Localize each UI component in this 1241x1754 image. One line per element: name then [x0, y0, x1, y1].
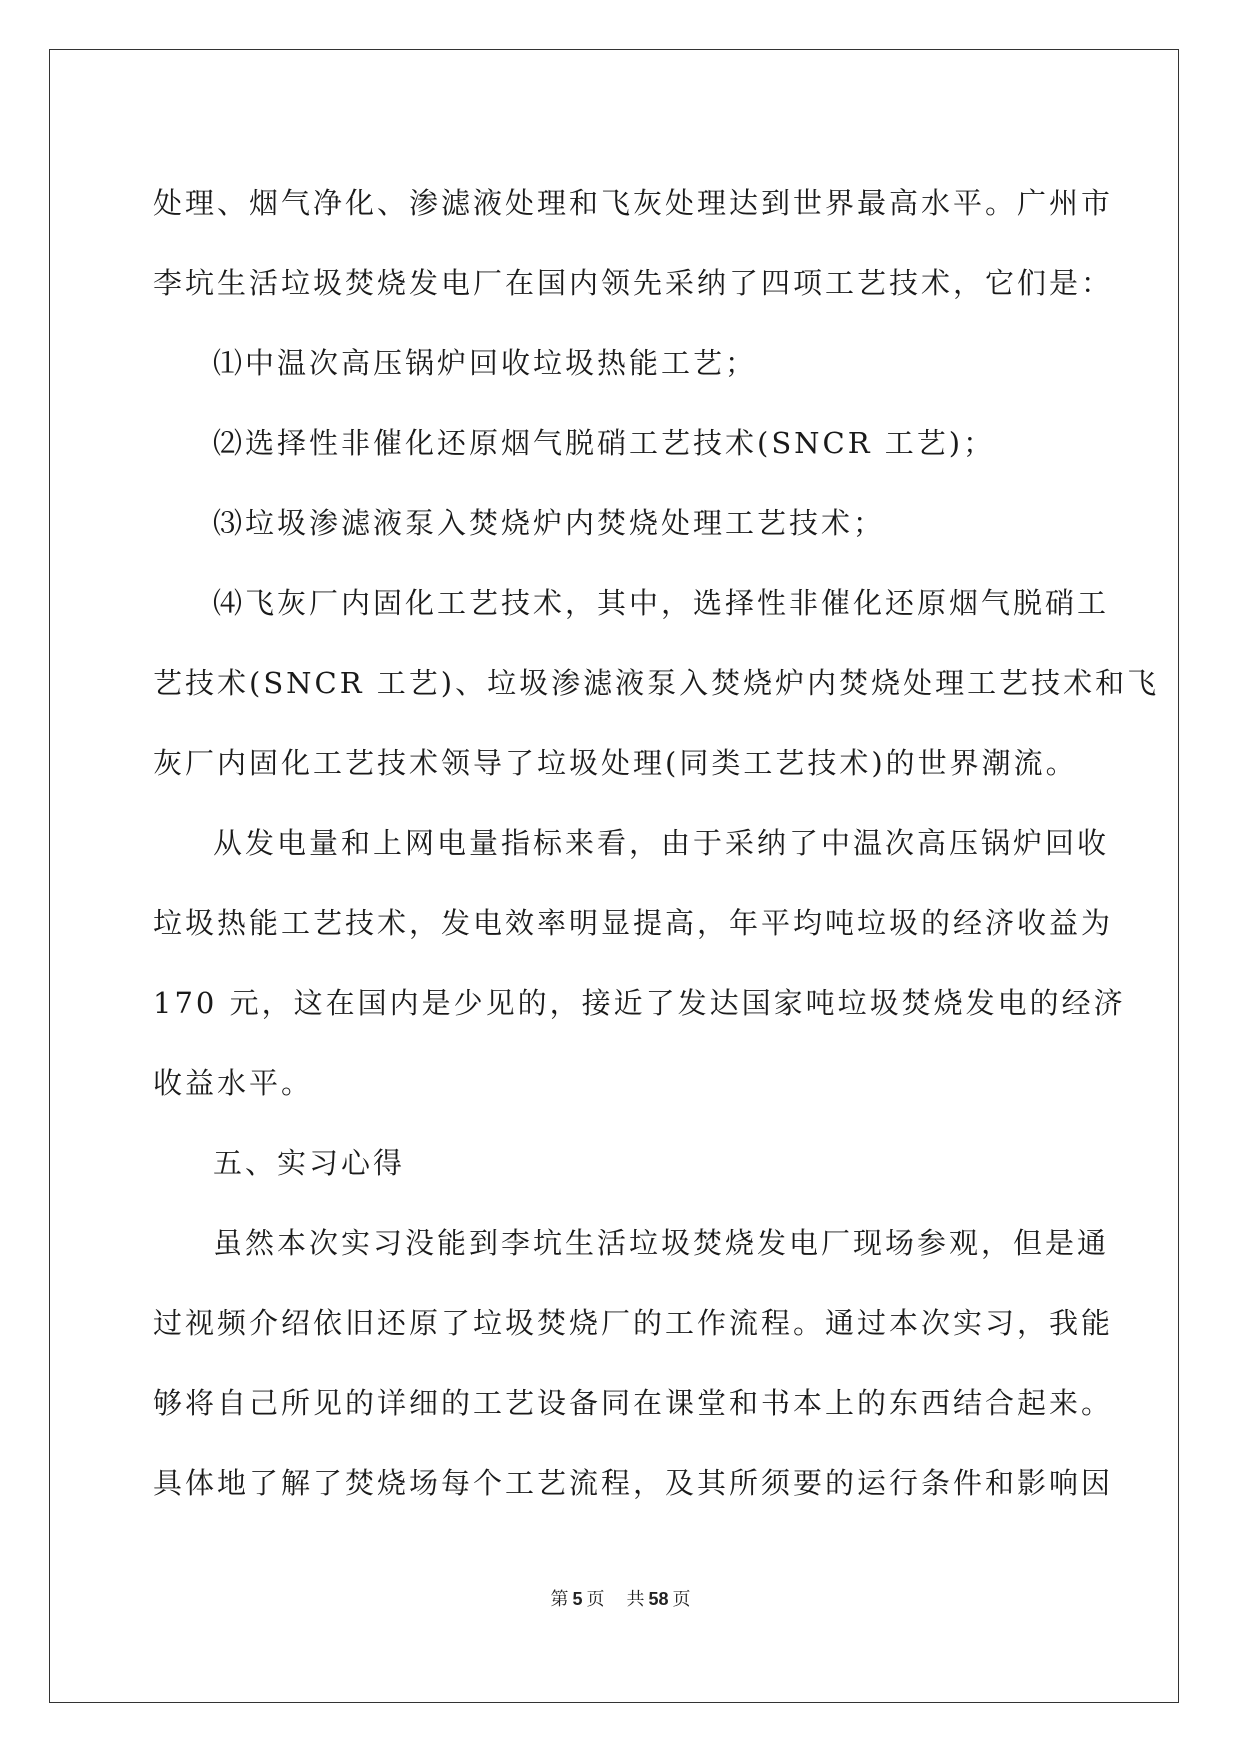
- total-prefix: 共: [626, 1589, 645, 1609]
- list-item: ⑴中温次高压锅炉回收垃圾热能工艺；: [213, 346, 758, 380]
- document-body: [153, 163, 1160, 1523]
- text-line: 具体地了解了焚烧场每个工艺流程，及其所须要的运行条件和影响因: [153, 1466, 1114, 1500]
- page-number: 5: [572, 1589, 583, 1609]
- list-item: ⑷飞灰厂内固化工艺技术，其中，选择性非催化还原烟气脱硝工: [213, 586, 1110, 620]
- text-line: 灰厂内固化工艺技术领导了垃圾处理(同类工艺技术)的世界潮流。: [153, 746, 1078, 780]
- page-suffix: 页: [586, 1589, 605, 1609]
- paragraph-start: 虽然本次实习没能到李坑生活垃圾焚烧发电厂现场参观，但是通: [213, 1226, 1110, 1260]
- text-line: 李坑生活垃圾焚烧发电厂在国内领先采纳了四项工艺技术，它们是：: [153, 266, 1114, 300]
- page-prefix: 第: [550, 1589, 569, 1609]
- paragraph-start: 从发电量和上网电量指标来看，由于采纳了中温次高压锅炉回收: [213, 826, 1110, 860]
- text-line: 处理、烟气净化、渗滤液处理和飞灰处理达到世界最高水平。广州市: [153, 186, 1114, 220]
- total-pages: 58: [648, 1589, 669, 1609]
- text-line: 过视频介绍依旧还原了垃圾焚烧厂的工作流程。通过本次实习，我能: [153, 1306, 1114, 1340]
- page-footer: [0, 1585, 1241, 1611]
- text-line: 170 元，这在国内是少见的，接近了发达国家吨垃圾焚烧发电的经济: [153, 986, 1126, 1020]
- text-line: 收益水平。: [153, 1066, 314, 1100]
- text-line: 够将自己所见的详细的工艺设备同在课堂和书本上的东西结合起来。: [153, 1386, 1114, 1420]
- text-line: 垃圾热能工艺技术，发电效率明显提高，年平均吨垃圾的经济收益为: [153, 906, 1114, 940]
- list-item: ⑶垃圾渗滤液泵入焚烧炉内焚烧处理工艺技术；: [213, 506, 886, 540]
- section-heading: 五、实习心得: [213, 1146, 406, 1180]
- text-line: 艺技术(SNCR 工艺)、垃圾渗滤液泵入焚烧炉内焚烧处理工艺技术和飞: [153, 666, 1160, 700]
- list-item: ⑵选择性非催化还原烟气脱硝工艺技术(SNCR 工艺)；: [213, 426, 996, 460]
- total-suffix: 页: [672, 1589, 691, 1609]
